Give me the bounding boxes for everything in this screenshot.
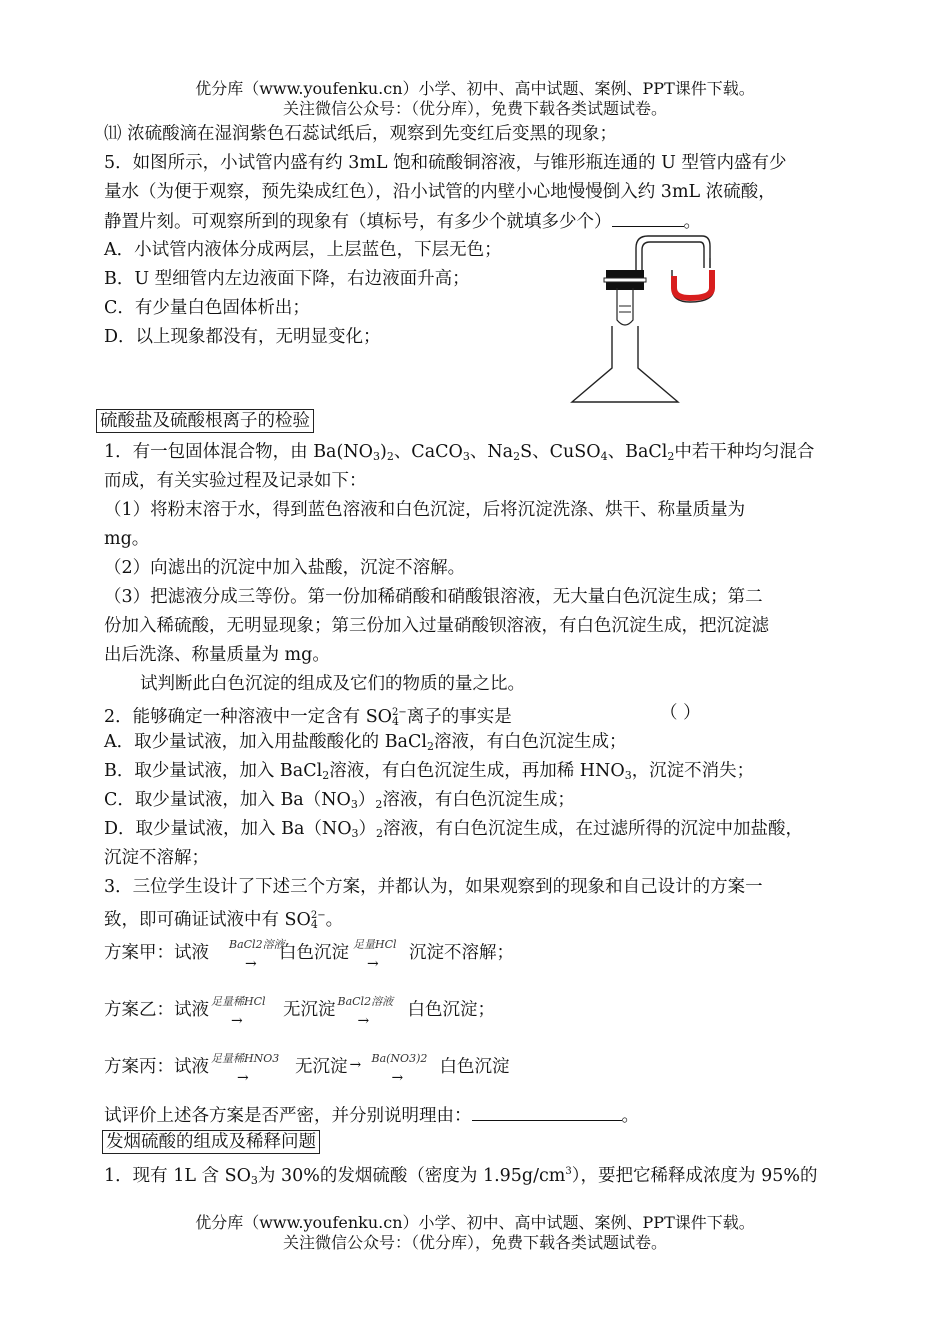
plan-c-arrow-2: Ba(NO3)2 → → (349, 1052, 428, 1086)
q5-line-2: 量水（为便于观察，预先染成红色），沿小试管的内壁小心地慢慢倒入约 3mL 浓硫酸， (104, 182, 776, 202)
s1-q3-line-2: 致，即可确证试液中有 $SO_4^{2-}$。 (104, 910, 344, 931)
s1-q1-step-3a: （3）把滤液分成三等份。第一份加稀硝酸和硝酸银溶液，无大量白色沉淀生成；第二 (104, 587, 763, 607)
plan-a-result-2: 沉淀不溶解； (409, 943, 514, 963)
footer-line-1: 优分库（www.youfenku.cn）小学、初中、高中试题、案例、PPT课件下载。 (195, 1213, 755, 1232)
plan-b-arrow-2: BaCl2溶液 → (337, 995, 394, 1029)
s1-q1-step-1a: （1）将粉末溶于水，得到蓝色溶液和白色沉淀，后将沉淀洗涤、烘干、称量质量为 (104, 500, 746, 520)
q5-option-b: B．U 型细管内左边液面下降，右边液面升高； (104, 269, 470, 289)
s1-q1-step-2: （2）向滤出的沉淀中加入盐酸，沉淀不溶解。 (104, 558, 466, 578)
s1-q2-option-c: C．取少量试液，加入 $Ba(NO_3)_2$溶液，有白色沉淀生成； (104, 790, 575, 811)
s1-q3-line-1: 3．三位学生设计了下述三个方案，并都认为，如果观察到的现象和自己设计的方案一 (104, 877, 763, 897)
s1-q2-stem: 2．能够确定一种溶液中一定含有 $SO_4^{2-}$离子的事实是 (104, 707, 512, 728)
s1-q1-step-1b: mg。 (104, 529, 150, 549)
s1-q2-option-d: D．取少量试液，加入 $Ba(NO_3)_2$溶液，有白色沉淀生成，在过滤所得的沉淀中加盐酸， (104, 819, 804, 840)
header-line-2: 关注微信公众号：（优分库），免费下载各类试题试卷。 (282, 99, 667, 118)
oleum-q1: 1．现有 1L 含 $SO_3$为 30%的发烟硫酸（密度为 $1.95g/cm^3$），要把它稀释成浓度为 95%的 (104, 1166, 818, 1187)
plan-a-arrow-1: BaCl2溶液 → (229, 938, 285, 972)
q5-option-d: D．以上现象都没有，无明显变化； (104, 327, 381, 347)
s1-q2-answer-paren[interactable]: （ ） (660, 703, 701, 723)
plan-c-result-2: 白色沉淀 (439, 1057, 510, 1077)
flask-u-tube-figure (560, 228, 740, 408)
plan-c-arrow-1: 足量稀HNO3 → (211, 1052, 280, 1086)
q5-line-3-end: 。 (683, 212, 701, 232)
plan-a-arrow-2: 足量HCl → (353, 938, 397, 972)
s1-q1-step-3c: 出后洗涤、称量质量为 mg。 (104, 645, 330, 665)
plan-b-arrow-1: 足量稀HCl → (211, 995, 266, 1029)
plan-c-result-1: 无沉淀 (295, 1057, 348, 1077)
plan-c (104, 1050, 510, 1086)
s1-q3-eval: 试评价上述各方案是否严密，并分别说明理由： 。 (104, 1106, 639, 1126)
s1-q1-line-2: 而成，有关实验过程及记录如下： (104, 471, 367, 491)
q5-option-a: A．小试管内液体分成两层，上层蓝色，下层无色； (104, 240, 502, 260)
plan-b (104, 993, 495, 1029)
section-title-sulfate: 硫酸盐及硫酸根离子的检验 (96, 409, 314, 433)
q5-option-c: C．有少量白色固体析出； (104, 298, 310, 318)
s1-q3-eval-blank[interactable] (472, 1104, 622, 1121)
plan-a (104, 936, 514, 972)
header-line-1: 优分库（www.youfenku.cn）小学、初中、高中试题、案例、PPT课件下载。 (195, 79, 755, 98)
q5-line-3-text: 静置片刻。可观察所到的现象有（填标号，有多少个就填多少个） (104, 212, 612, 232)
plan-b-result-1: 无沉淀 (283, 1000, 336, 1020)
s1-q2-option-d-line-2: 沉淀不溶解； (104, 848, 209, 868)
s1-q2-option-a: A．取少量试液，加入用盐酸酸化的 BaCl$_2$溶液，有白色沉淀生成； (104, 732, 627, 753)
plan-a-label: 方案甲：试液 (104, 943, 209, 963)
s1-q2-option-b: B．取少量试液，加入 BaCl$_2$溶液，有白色沉淀生成，再加稀 $HNO_3$，沉淀不消失； (104, 761, 755, 782)
section-title-oleum: 发烟硫酸的组成及稀释问题 (102, 1130, 320, 1154)
s1-q1-ask: 试判断此白色沉淀的组成及它们的物质的量之比。 (140, 674, 525, 694)
plan-b-result-2: 白色沉淀； (407, 1000, 495, 1020)
s1-q1-line-1: 1．有一包固体混合物，由 $Ba(NO_3)_2$、CaCO$_3$、$Na_2S$、CuSO$_4$、BaCl$_2$中若干种均匀混合 (104, 442, 815, 463)
s1-q1-step-3b: 份加入稀硫酸，无明显现象；第三份加入过量硝酸钡溶液，有白色沉淀生成，把沉淀滤 (104, 616, 769, 636)
plan-a-result-1: 白色沉淀 (279, 943, 349, 963)
item-11: ⑾ 浓硫酸滴在湿润紫色石蕊试纸后，观察到先变红后变黑的现象； (104, 124, 618, 144)
plan-b-label: 方案乙：试液 (104, 1000, 209, 1020)
plan-c-label: 方案丙：试液 (104, 1057, 209, 1077)
q5-line-1: 5．如图所示，小试管内盛有约 3mL 饱和硫酸铜溶液，与锥形瓶连通的 U 型管内盛有少 (104, 153, 787, 173)
q5-answer-blank[interactable] (612, 210, 684, 227)
footer-line-2: 关注微信公众号：（优分库），免费下载各类试题试卷。 (282, 1233, 667, 1252)
